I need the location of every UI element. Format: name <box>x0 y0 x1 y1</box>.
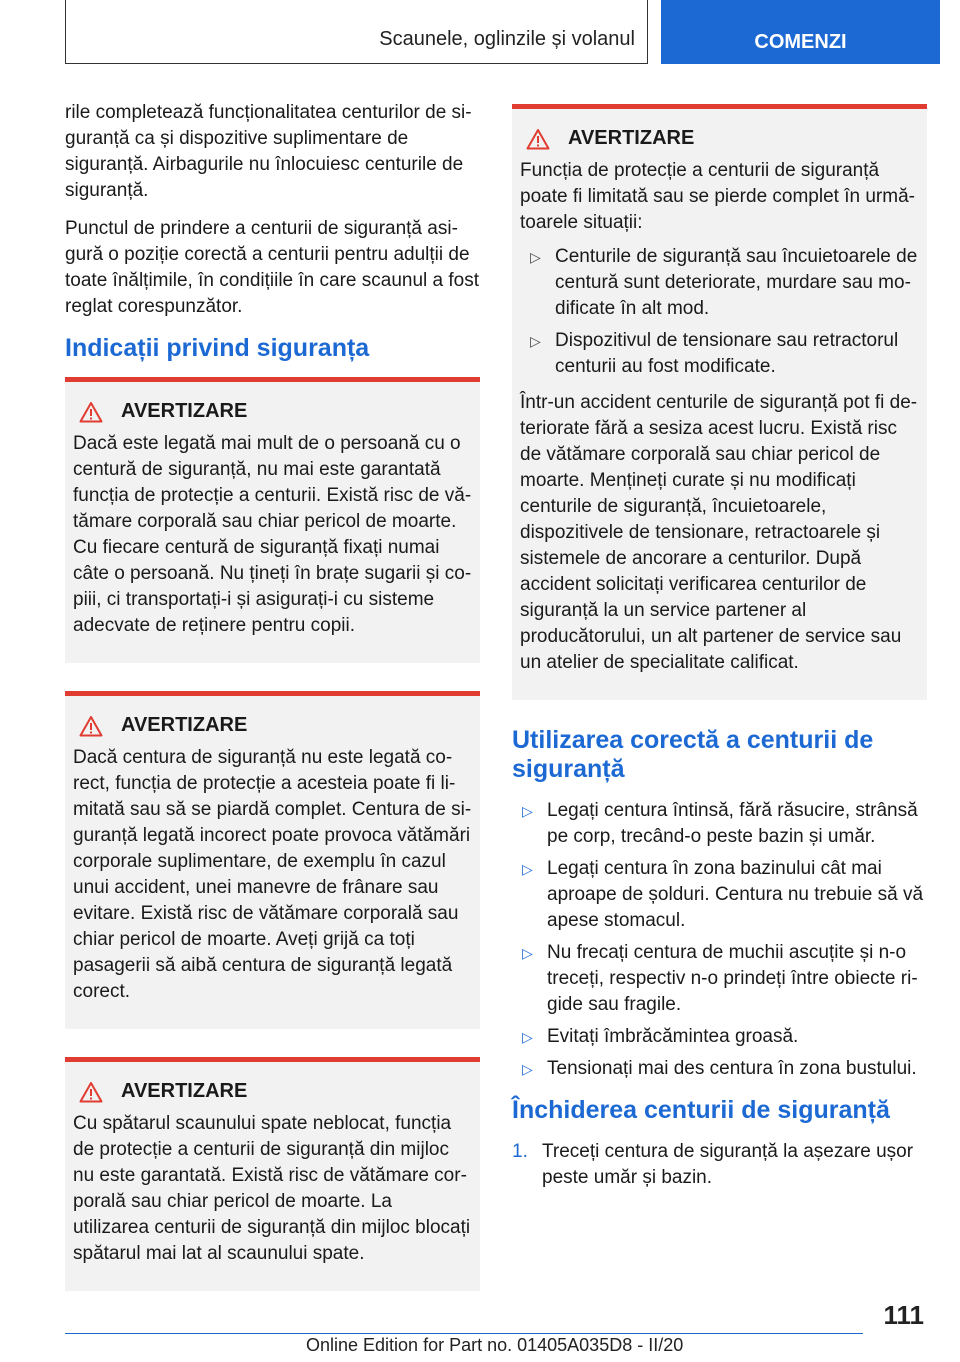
warning-title <box>79 714 472 737</box>
warning-text: Dacă este legată mai mult de o persoană cu o centură de siguranță, nu mai este garantată funcția de protecție a centurii. Există risc de vătămare corporală sau chiar pericol de moarte. Cu fiecare centură de siguranță fixați numai câte o persoană. Nu țineți în brațe sugarii și copiii, ci transportați-i și asigurați-i cu sisteme adecvate de reținere pentru copii. <box>73 433 472 636</box>
list-item <box>512 1056 927 1082</box>
warning-triangle-icon <box>79 715 103 737</box>
footer-divider <box>65 1333 863 1334</box>
paragraph: Punctul de prindere a centurii de siguranță asigură o poziție corectă a centurii pentru adulții de toate înălțimile, în condițiile în care scaunul a fost reglat corespunzător. <box>65 218 480 317</box>
triangle-bullet-icon: ▷ <box>530 333 541 349</box>
list-item-text: Dispozitivul de tensionare sau retractorul centurii au fost modificate. <box>555 330 899 377</box>
warning-triangle-icon <box>79 401 103 423</box>
warning-box <box>512 104 927 700</box>
warning-box <box>65 377 480 663</box>
warning-list <box>520 244 919 380</box>
right-column <box>512 100 927 1191</box>
list-item-text: Legați centura întinsă, fără răsucire, strânsă pe corp, trecând-o peste bazin și umăr. <box>547 800 918 847</box>
section-heading: Închiderea centurii de siguranță <box>512 1096 890 1124</box>
warning-label: AVERTIZARE <box>568 127 695 149</box>
chapter-tab-label: COMENZI <box>754 31 847 53</box>
warning-label: AVERTIZARE <box>121 1080 248 1102</box>
warning-text: Dacă centura de siguranță nu este legată corect, funcția de protecție a acesteia poate fi limitată sau să se piardă complet. Centura de siguranță legată incorect poate provoca vătămări corporale suplimentare, de exemplu în cazul unui accident, unei manevre de frânare sau evitare. Există risc de vătămare corporală sau chiar pericol de moarte. Aveți grijă ca toți pasagerii să aibă centura de siguranță legată corect. <box>73 747 472 1002</box>
triangle-bullet-icon: ▷ <box>522 861 533 877</box>
warning-intro: Funcția de protecție a centurii de siguranță poate fi limitată sau se pierde complet în următoarele situații: <box>520 160 915 233</box>
section-heading: Indicații privind siguranța <box>65 334 370 362</box>
header-box <box>65 0 648 64</box>
triangle-bullet-icon: ▷ <box>522 1061 533 1077</box>
step-text: Treceți centura de siguranță la așezare ușor peste umăr și bazin. <box>542 1141 914 1188</box>
warning-title <box>79 1080 472 1103</box>
warning-title <box>526 127 919 150</box>
warning-box <box>65 1057 480 1291</box>
left-column <box>65 100 480 1319</box>
section-title: Scaunele, oglinzile și volanul <box>379 28 635 50</box>
list-item-text: Centurile de siguranță sau încuietoarele de centură sunt deteriorate, murdare sau modificate în alt mod. <box>555 246 918 319</box>
warning-label: AVERTIZARE <box>121 400 248 422</box>
list-item <box>520 328 919 380</box>
chapter-tab[interactable] <box>661 0 940 64</box>
section-heading: Utilizarea corectă a centurii de siguranță <box>512 726 874 783</box>
list-item <box>520 244 919 322</box>
list-item <box>512 940 927 1018</box>
triangle-bullet-icon: ▷ <box>522 945 533 961</box>
page-number: 111 <box>883 1300 924 1330</box>
warning-triangle-icon <box>79 1081 103 1103</box>
warning-triangle-icon <box>526 128 550 150</box>
step-item <box>512 1139 927 1191</box>
list-item-text: Tensionați mai des centura în zona bustului. <box>547 1058 917 1079</box>
list-item-text: Evitați îmbrăcămintea groasă. <box>547 1026 799 1047</box>
list-item <box>512 798 927 850</box>
warning-text: Într-un accident centurile de siguranță pot fi deteriorate fără a sesiza acest lucru. Există risc de vătămare corporală sau chiar pericol de moarte. Mențineți curate și nu modificați centurile de siguranță, încuietoarele, dispozitivele de tensionare, retractoarele și sistemele de ancorare a centurilor. După accident solicitați verificarea centurilor de siguranță la un service partener al producătorului, un alt partener de service sau un atelier de specialitate calificat. <box>520 392 918 673</box>
warning-title <box>79 400 472 423</box>
list-item-text: Legați centura în zona bazinului cât mai aproape de șolduri. Centura nu trebuie să vă apese stomacul. <box>547 858 924 931</box>
usage-list <box>512 798 927 1082</box>
warning-text: Cu spătarul scaunului spate neblocat, funcția de protecție a centurii de siguranță din mijloc nu este garantată. Există risc de vătămare corporală sau chiar pericol de moarte. La utilizarea centurii de siguranță din mijloc blocați spătarul mai lat al scaunului spate. <box>73 1113 471 1264</box>
steps-list <box>512 1139 927 1191</box>
triangle-bullet-icon: ▷ <box>522 1029 533 1045</box>
warning-box <box>65 691 480 1029</box>
step-number: 1. <box>512 1141 528 1162</box>
list-item <box>512 1024 927 1050</box>
warning-label: AVERTIZARE <box>121 714 248 736</box>
footer-text: Online Edition for Part no. 01405A035D8 - II/20 <box>306 1335 684 1355</box>
paragraph: rile completează funcționalitatea centurilor de siguranță ca și dispozitive suplimentare de siguranță. Airbagurile nu înlocuiesc centurile de siguranță. <box>65 102 472 201</box>
list-item-text: Nu frecați centura de muchii ascuțite și n-o treceți, respectiv n-o prindeți între obiecte rigide sau fragile. <box>547 942 918 1015</box>
triangle-bullet-icon: ▷ <box>522 803 533 819</box>
list-item <box>512 856 927 934</box>
triangle-bullet-icon: ▷ <box>530 249 541 265</box>
